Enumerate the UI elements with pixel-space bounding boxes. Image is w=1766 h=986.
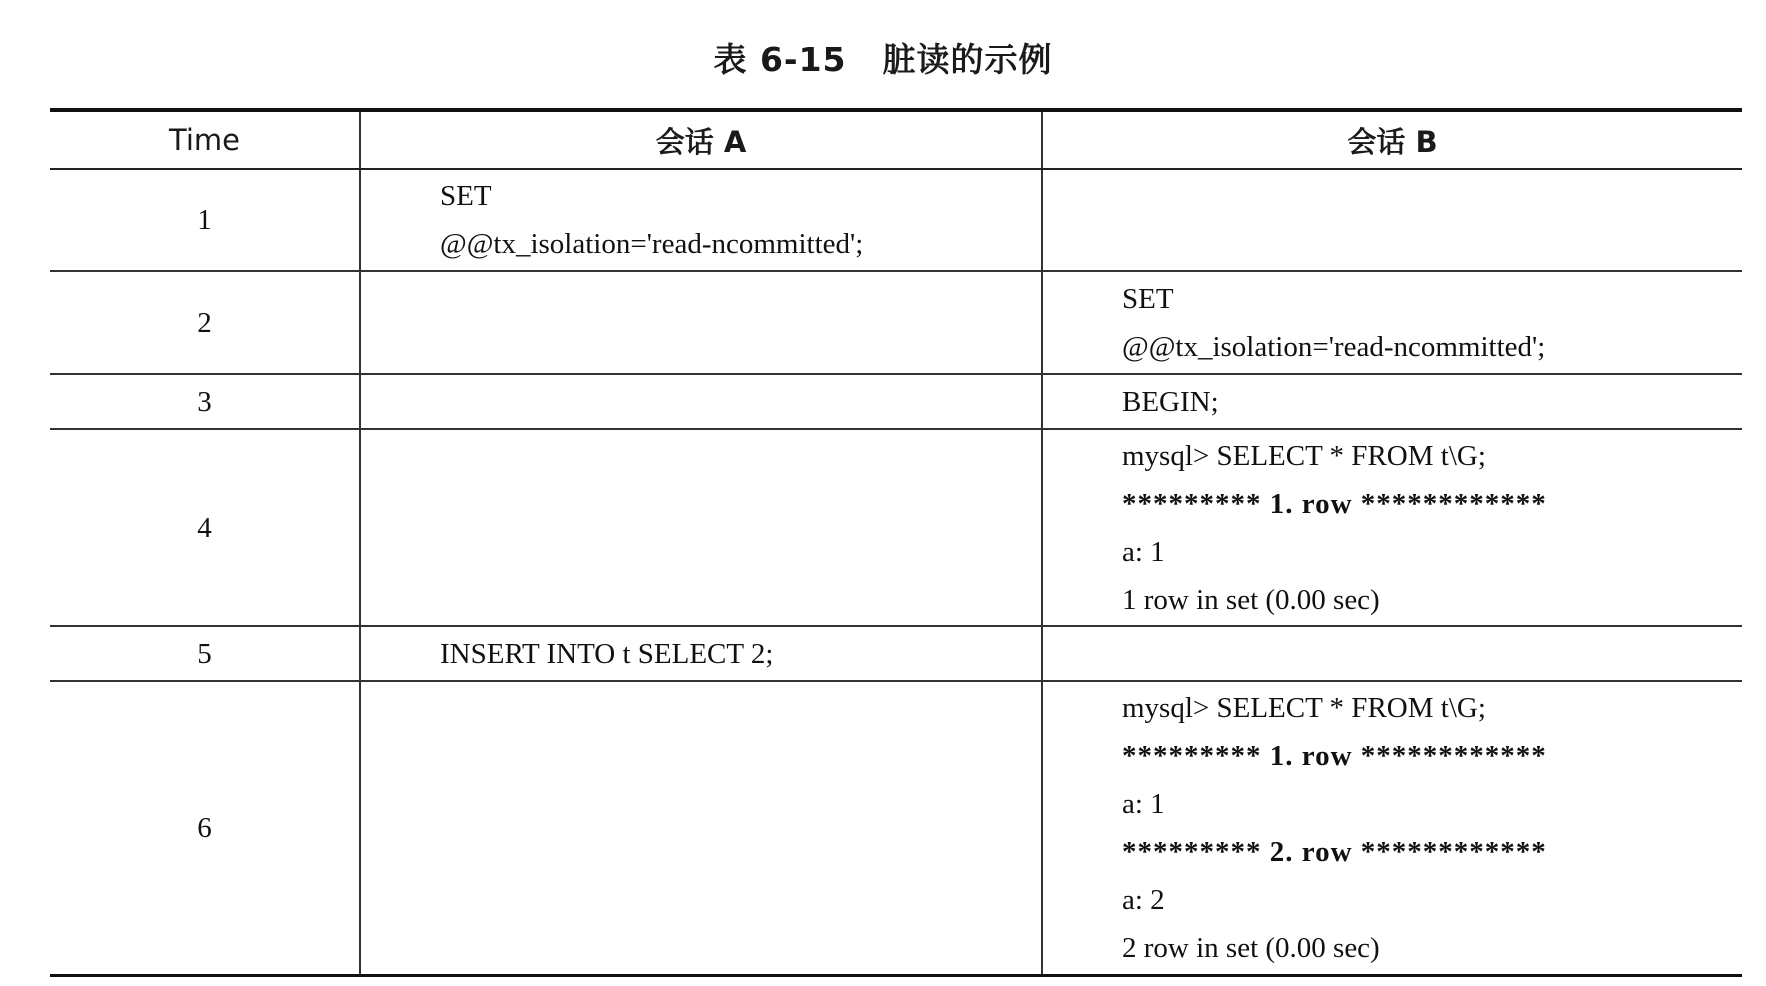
table-row bbox=[50, 271, 1742, 374]
session-b-cell bbox=[1042, 429, 1742, 626]
header-session-a: 会话 A bbox=[360, 110, 1042, 169]
table-row bbox=[50, 681, 1742, 976]
code-line: a: 1 bbox=[1122, 535, 1165, 568]
code-line: ********* 1. row ************ bbox=[1122, 487, 1547, 520]
code-line: a: 1 bbox=[1122, 788, 1165, 820]
time-cell: 4 bbox=[50, 429, 360, 626]
session-b-cell bbox=[1042, 169, 1742, 271]
code-line: 1 row in set (0.00 sec) bbox=[1122, 583, 1380, 616]
table-row bbox=[50, 626, 1742, 681]
session-a-cell bbox=[360, 626, 1042, 681]
session-b-cell bbox=[1042, 374, 1742, 429]
table-row bbox=[50, 169, 1742, 271]
time-cell: 3 bbox=[50, 374, 360, 429]
code-line: a: 2 bbox=[1122, 884, 1165, 916]
table-number: 表 6-15 bbox=[713, 40, 847, 79]
code-line: SET bbox=[440, 180, 492, 212]
code-line: 2 row in set (0.00 sec) bbox=[1122, 932, 1380, 964]
code-line: INSERT INTO t SELECT 2; bbox=[440, 637, 774, 670]
code-line: ********* 1. row ************ bbox=[1122, 740, 1547, 772]
code-line: BEGIN; bbox=[1122, 385, 1219, 418]
table-caption bbox=[0, 34, 1766, 81]
session-b-cell bbox=[1042, 271, 1742, 374]
time-cell: 2 bbox=[50, 271, 360, 374]
session-a-cell bbox=[360, 169, 1042, 271]
code-line: mysql> SELECT * FROM t\G; bbox=[1122, 692, 1486, 724]
dirty-read-table bbox=[50, 108, 1742, 977]
header-session-b: 会话 B bbox=[1042, 110, 1742, 169]
time-cell: 5 bbox=[50, 626, 360, 681]
code-line: @@tx_isolation='read-ncommitted'; bbox=[440, 228, 864, 260]
session-a-cell bbox=[360, 271, 1042, 374]
time-cell: 6 bbox=[50, 681, 360, 976]
code-line: mysql> SELECT * FROM t\G; bbox=[1122, 439, 1486, 472]
table-row bbox=[50, 429, 1742, 626]
session-a-cell bbox=[360, 374, 1042, 429]
code-line: SET bbox=[1122, 282, 1174, 315]
time-cell: 1 bbox=[50, 169, 360, 271]
session-b-cell bbox=[1042, 681, 1742, 976]
code-line: ********* 2. row ************ bbox=[1122, 836, 1547, 868]
table-title: 脏读的示例 bbox=[882, 40, 1053, 79]
session-a-cell bbox=[360, 681, 1042, 976]
header-time: Time bbox=[50, 110, 360, 169]
header-row bbox=[50, 110, 1742, 169]
code-line: @@tx_isolation='read-ncommitted'; bbox=[1122, 330, 1546, 363]
session-b-cell bbox=[1042, 626, 1742, 681]
table-row bbox=[50, 374, 1742, 429]
session-a-cell bbox=[360, 429, 1042, 626]
